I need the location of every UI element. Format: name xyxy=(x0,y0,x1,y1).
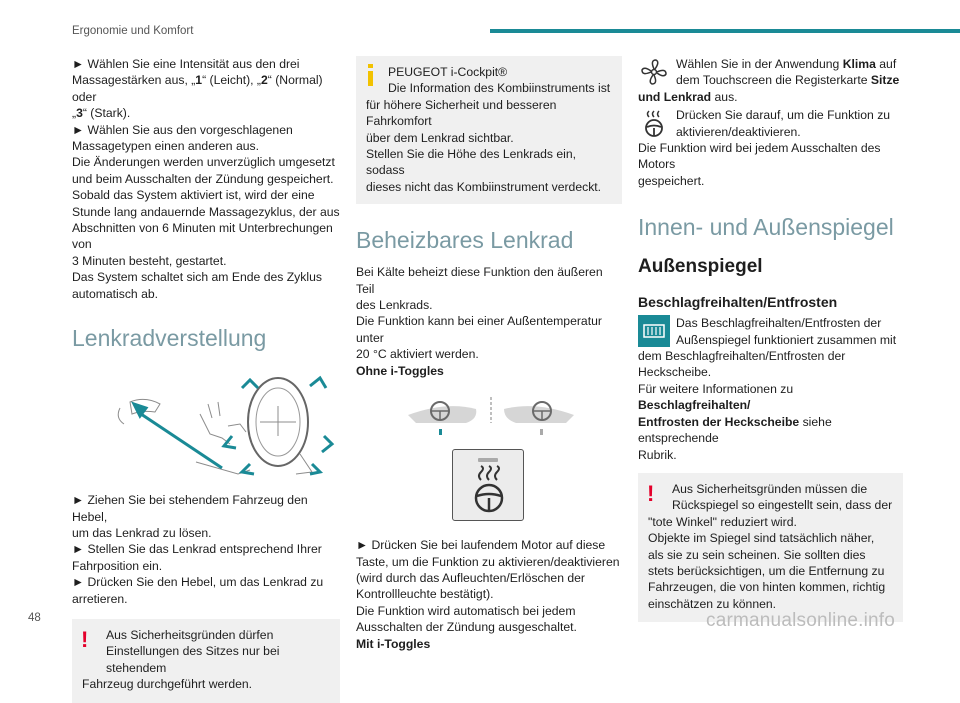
text-line: Die Funktion wird bei jedem Ausschalten des Motors xyxy=(638,141,881,172)
reference-name: Beschlagfreihalten/ xyxy=(638,398,751,413)
text-line: (wird durch das Aufleuchten/Erlöschen der xyxy=(356,570,585,585)
text-line: Drücken Sie darauf, um die Funktion zu xyxy=(676,108,891,123)
watermark: carmanualsonline.info xyxy=(706,610,896,631)
fan-icon xyxy=(638,56,670,88)
text-line: Fahrzeugen, die von hinten kommen, richtig xyxy=(648,580,886,595)
massage-line-1: Massagestärken aus, „1“ (Leicht), „2“ (Normal) oder xyxy=(72,73,323,104)
warning-box xyxy=(638,473,903,622)
heated-steering-wheel-button xyxy=(452,449,524,521)
text-line: Sobald das System aktiviert ist, wird der eine xyxy=(72,188,315,203)
text-line: dem Beschlagfreihalten/Entfrosten der Heckscheibe. xyxy=(638,349,846,380)
dashboard-illustration-icon xyxy=(406,393,576,437)
text-line xyxy=(356,363,622,379)
text-line: Die Funktion kann bei einer Außentemperatur unter xyxy=(356,314,602,345)
section-heading: Innen- und Außenspiegel xyxy=(638,214,894,241)
text-line xyxy=(638,381,903,414)
without-toggles-label: Ohne i-Toggles xyxy=(356,363,444,378)
text-line: und beim Ausschalten der Zündung gespeichert. xyxy=(72,171,334,186)
column-middle xyxy=(356,56,622,652)
text-line: Abschnitten von 6 Minuten mit Unterbrechungen von xyxy=(72,221,333,252)
warning-box xyxy=(72,619,340,703)
with-toggles-label: Mit i-Toggles xyxy=(356,636,431,651)
text-line: um das Lenkrad zu lösen. xyxy=(72,525,212,540)
massage-text xyxy=(72,56,340,302)
text-line: ► Stellen Sie das Lenkrad entsprechend Ihrer xyxy=(72,542,322,557)
text-line: ► Wählen Sie eine Intensität aus den drei xyxy=(72,57,300,71)
text-fragment: siehe entsprechende xyxy=(638,414,832,446)
text-line: Stunde lang andauernde Massagezyklus, der aus xyxy=(72,204,340,219)
subsection-heading: Außenspiegel xyxy=(638,256,763,278)
text-line: Ausschalten der Zündung ausgeschaltet. xyxy=(356,620,577,635)
text-line: Fahrposition ein. xyxy=(72,558,163,573)
section-heading: Lenkradverstellung xyxy=(72,325,267,352)
adjust-steps xyxy=(72,492,340,607)
defrost-icon xyxy=(638,315,670,347)
text-line: über dem Lenkrad sichtbar. xyxy=(366,130,514,145)
text-line: Taste, um die Funktion zu aktivieren/deaktivieren xyxy=(356,554,620,569)
text-line: als sie zu sein scheinen. Sie sollten dies xyxy=(648,547,866,562)
text-line xyxy=(72,72,340,105)
text-line: automatisch ab. xyxy=(72,286,159,301)
text-line: 3 Minuten besteht, gestartet. xyxy=(72,253,227,268)
text-line: Das Beschlagfreihalten/Entfrosten der xyxy=(676,316,882,331)
heated-wheel-steps xyxy=(356,537,622,652)
page-number: 48 xyxy=(28,612,41,624)
text-line xyxy=(356,636,622,652)
text-line xyxy=(676,56,903,72)
text-fragment: dem Touchscreen die Registerkarte xyxy=(676,73,871,88)
text-line: Die Information des Kombiinstruments ist xyxy=(388,81,611,96)
text-line: Massagetypen einen anderen aus. xyxy=(72,139,260,154)
text-line: Rückspiegel so eingestellt sein, dass der xyxy=(672,498,893,513)
text-line: Aus Sicherheitsgründen dürfen xyxy=(106,627,274,642)
text-line: Stellen Sie die Höhe des Lenkrads ein, sodass xyxy=(366,147,577,178)
text-line: Kontrollleuchte bestätigt). xyxy=(356,587,494,602)
subsubsection-heading: Beschlagfreihalten/Entfrosten xyxy=(638,294,838,311)
text-line xyxy=(676,72,903,88)
column-left xyxy=(72,56,340,703)
info-box xyxy=(356,56,622,204)
text-line: gespeichert. xyxy=(638,173,705,188)
column-right xyxy=(638,56,903,622)
info-icon xyxy=(366,64,376,86)
text-line: Einstellungen des Sitzes nur bei stehendem xyxy=(106,644,280,675)
text-line: für höhere Sicherheit und besseren Fahrkomfort xyxy=(366,97,557,129)
text-line: 20 °C aktiviert werden. xyxy=(356,347,479,362)
text-line: Das System schaltet sich am Ende des Zyklus xyxy=(72,270,322,285)
reference-name: Entfrosten der Heckscheibe xyxy=(638,414,800,429)
text-line: Rubrik. xyxy=(638,447,677,462)
text-line: ► Ziehen Sie bei stehendem Fahrzeug den Hebel, xyxy=(72,493,308,524)
info-title: PEUGEOT i-Cockpit® xyxy=(388,65,508,79)
text-line xyxy=(638,89,903,105)
text-line: ► Drücken Sie bei laufendem Motor auf diese xyxy=(356,538,606,553)
text-line: „3“ (Stark). xyxy=(72,106,131,121)
warning-icon: ! xyxy=(647,480,655,506)
text-line: arretieren. xyxy=(72,591,128,606)
text-line: Fahrzeug durchgeführt werden. xyxy=(82,677,253,692)
text-fragment: Wählen Sie in der Anwendung xyxy=(676,57,843,71)
defrost-instruction xyxy=(638,315,903,348)
text-line: "tote Winkel" reduziert wird. xyxy=(648,514,797,529)
app-name: Klima xyxy=(842,57,876,71)
text-line: Aus Sicherheitsgründen müssen die xyxy=(672,481,868,496)
section-title: Ergonomie und Komfort xyxy=(72,25,194,37)
heated-steering-wheel-icon xyxy=(638,107,670,139)
tab-name: Sitze xyxy=(870,73,900,88)
warning-icon: ! xyxy=(81,626,89,652)
text-line: dieses nicht das Kombiinstrument verdeckt. xyxy=(366,179,602,194)
text-line: ► Drücken Sie den Hebel, um das Lenkrad zu xyxy=(72,575,324,590)
heated-wheel-intro xyxy=(356,264,622,379)
header-accent-bar xyxy=(490,29,960,33)
text-line: Die Funktion wird automatisch bei jedem xyxy=(356,603,576,618)
text-line: Objekte im Spiegel sind tatsächlich näher, xyxy=(648,531,875,546)
text-line: aktivieren/deaktivieren. xyxy=(676,124,801,139)
text-line: ► Wählen Sie aus den vorgeschlagenen xyxy=(72,122,293,137)
text-fragment: auf xyxy=(875,57,897,71)
section-heading: Beheizbares Lenkrad xyxy=(356,227,574,254)
climate-instruction xyxy=(638,56,903,89)
text-line: Außenspiegel funktioniert zusammen mit xyxy=(676,332,897,347)
text-line: Bei Kälte beheizt diese Funktion den äußeren Teil xyxy=(356,265,603,296)
tab-name: und Lenkrad xyxy=(638,89,712,104)
text-line: Die Änderungen werden unverzüglich umgesetzt xyxy=(72,155,335,170)
text-fragment: Für weitere Informationen zu xyxy=(638,381,794,396)
heated-steering-wheel-icon xyxy=(467,468,511,514)
press-instruction xyxy=(638,107,903,140)
steering-wheel-illustration-icon xyxy=(100,374,340,478)
text-line: einschätzen zu können. xyxy=(648,596,777,611)
text-line xyxy=(638,414,903,447)
text-line: stets berücksichtigen, um die Entfernung zu xyxy=(648,563,885,578)
text-fragment: aus. xyxy=(711,89,738,104)
text-line: des Lenkrads. xyxy=(356,298,433,313)
indicator-light xyxy=(478,458,498,462)
